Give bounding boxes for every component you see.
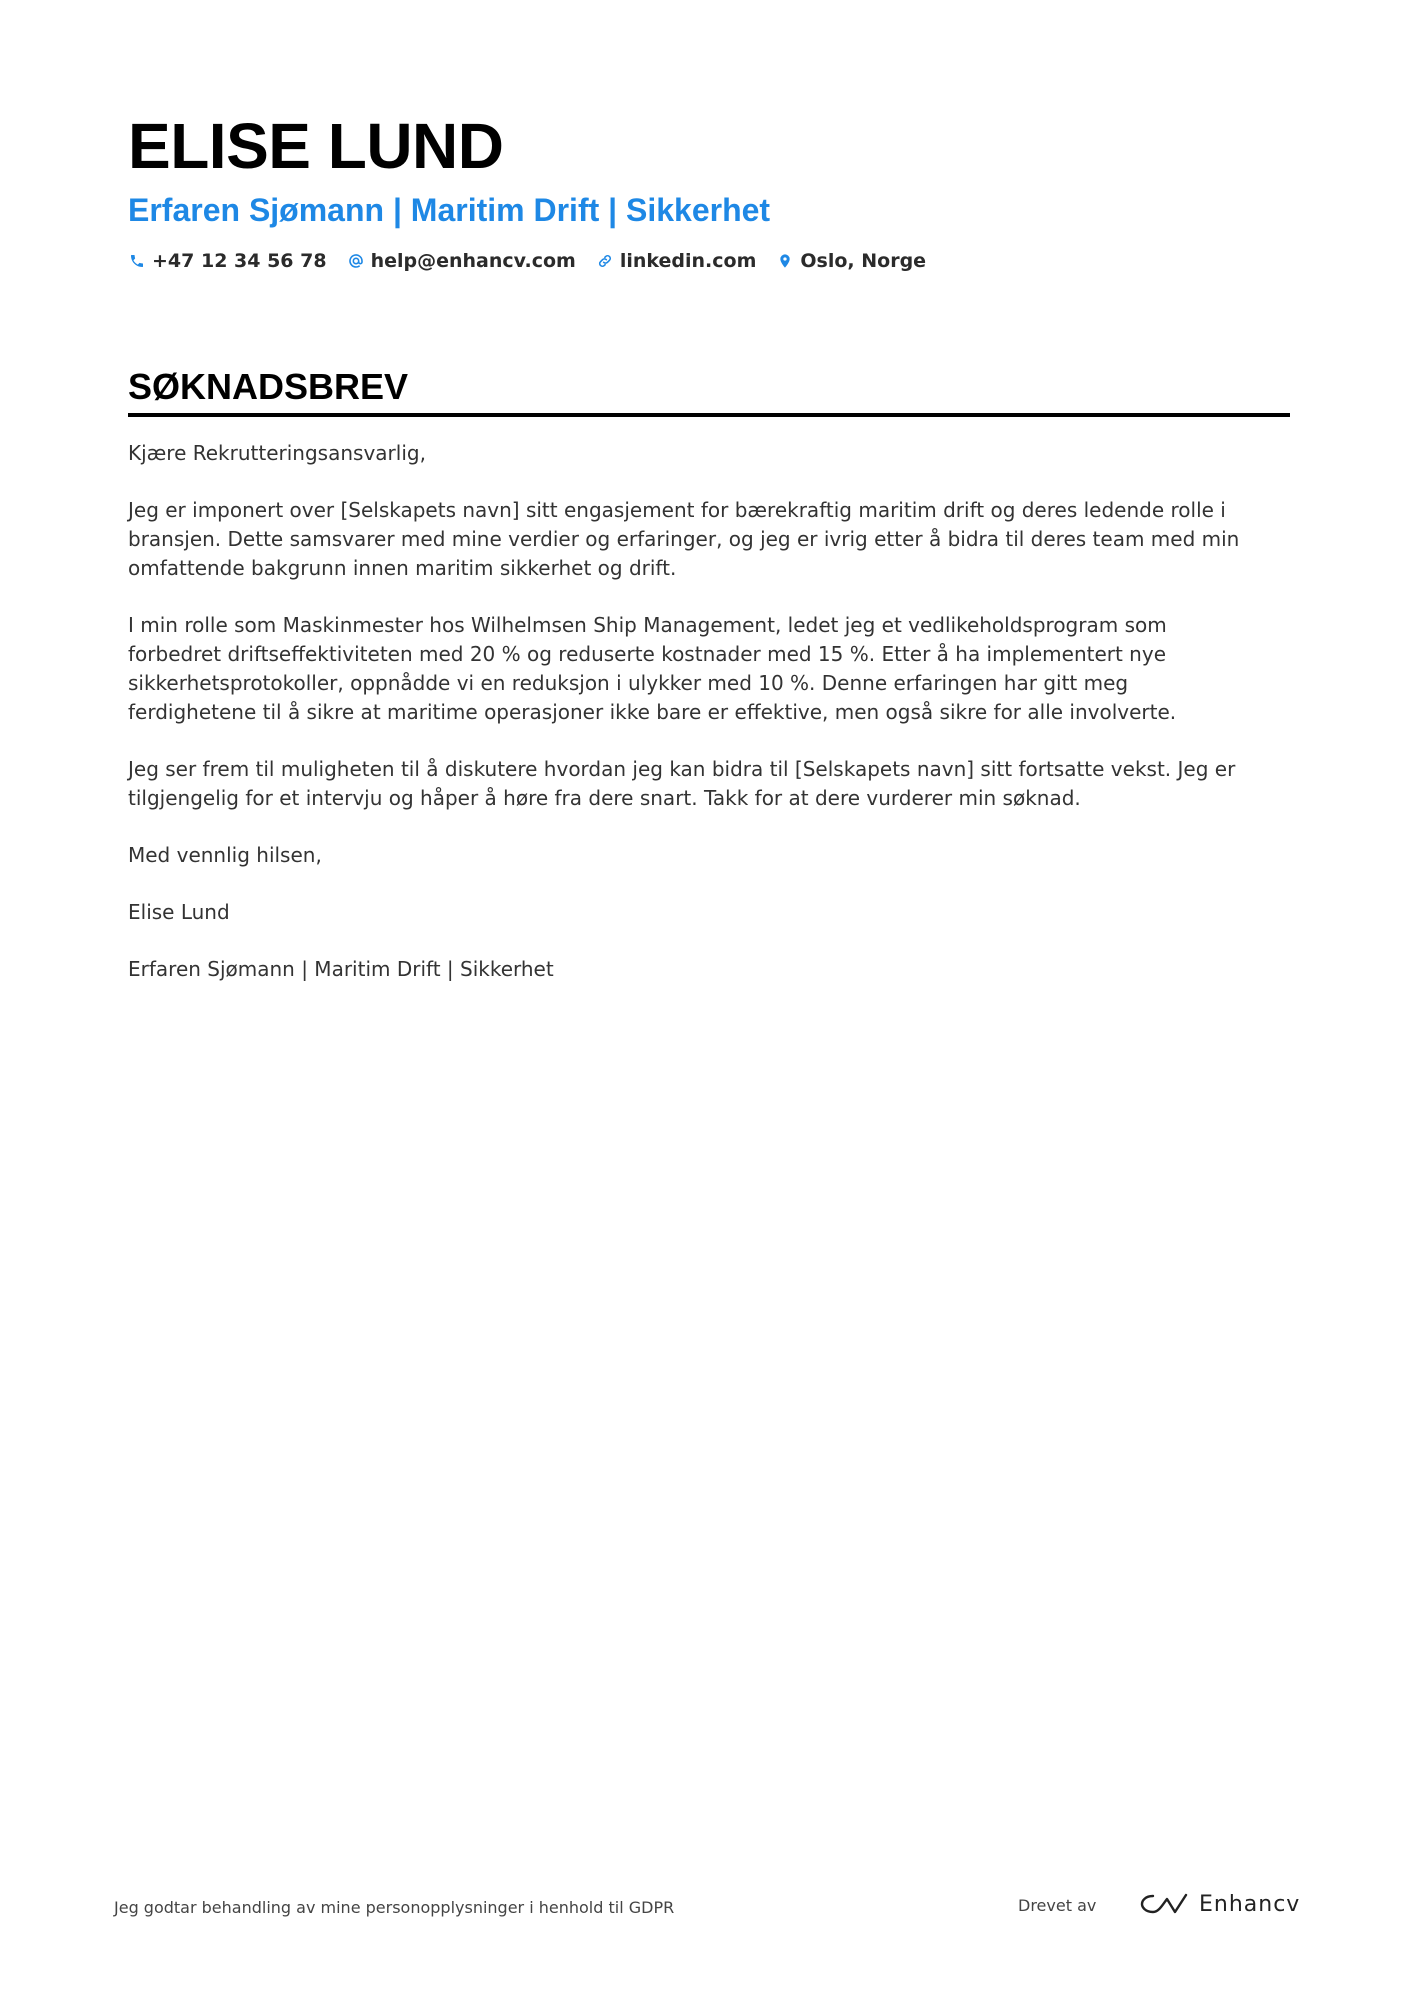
phone-icon (128, 252, 146, 270)
section-title: SØKNADSBREV (128, 365, 1290, 417)
contact-phone[interactable] (128, 250, 327, 272)
letter-paragraph: Jeg er imponert over [Selskapets navn] sitt engasjement for bærekraftig maritim drift og deres ledende rolle i bransjen. Dette samsvarer med mine verdier og erfaringer, og jeg er ivrig etter å bidra til deres team med min omfattende bakgrunn innen maritim sikkerhet og drift. (128, 498, 1240, 580)
letter-closing: Med vennlig hilsen, (128, 843, 322, 867)
enhancv-logo-icon (1139, 1890, 1189, 1918)
contact-location (776, 250, 926, 272)
signature-name: Elise Lund (128, 900, 230, 924)
enhancv-brand-link[interactable] (1139, 1890, 1300, 1918)
powered-by-label: Drevet av (1018, 1896, 1097, 1915)
link-icon (596, 252, 614, 270)
at-icon (347, 252, 365, 270)
letter-paragraph: I min rolle som Maskinmester hos Wilhelmsen Ship Management, ledet jeg et vedlikeholdsprogram som forbedret driftseffektiviteten med 20 % og reduserte kostnader med 15 %. Etter å ha implementert nye sikkerhetsprotokoller, oppnådde vi en reduksjon i ulykker med 10 %. Denne erfaringen har gitt meg ferdighetene til å sikre at maritime operasjoner ikke bare er effektive, men også sikre for alle involverte. (128, 613, 1177, 724)
contact-linkedin-text: linkedin.com (619, 250, 757, 272)
enhancv-brand-name: Enhancv (1199, 1891, 1301, 1917)
contact-bar (128, 250, 1288, 272)
resume-header (128, 110, 1288, 272)
contact-phone-text: +47 12 34 56 78 (152, 250, 327, 272)
letter-greeting: Kjære Rekrutteringsansvarlig, (128, 441, 426, 465)
gdpr-consent-text: Jeg godtar behandling av mine personopplysninger i henhold til GDPR (114, 1898, 675, 1917)
letter-body (128, 439, 1258, 984)
contact-email[interactable] (347, 250, 576, 272)
letter-paragraph: Jeg ser frem til muligheten til å diskutere hvordan jeg kan bidra til [Selskapets navn] sitt fortsatte vekst. Jeg er tilgjengelig for et intervju og håper å høre fra dere snart. Takk for at dere vurderer min søknad. (128, 757, 1236, 810)
contact-location-text: Oslo, Norge (800, 250, 927, 272)
candidate-name: ELISE LUND (128, 110, 504, 182)
contact-linkedin[interactable] (596, 250, 757, 272)
page-footer (114, 1890, 1301, 1930)
contact-email-text: help@enhancv.com (370, 250, 576, 272)
location-pin-icon (776, 252, 794, 270)
candidate-subtitle: Erfaren Sjømann | Maritim Drift | Sikkerhet (128, 192, 771, 228)
signature-title: Erfaren Sjømann | Maritim Drift | Sikkerhet (128, 957, 554, 981)
cover-letter-section (128, 365, 1290, 1012)
